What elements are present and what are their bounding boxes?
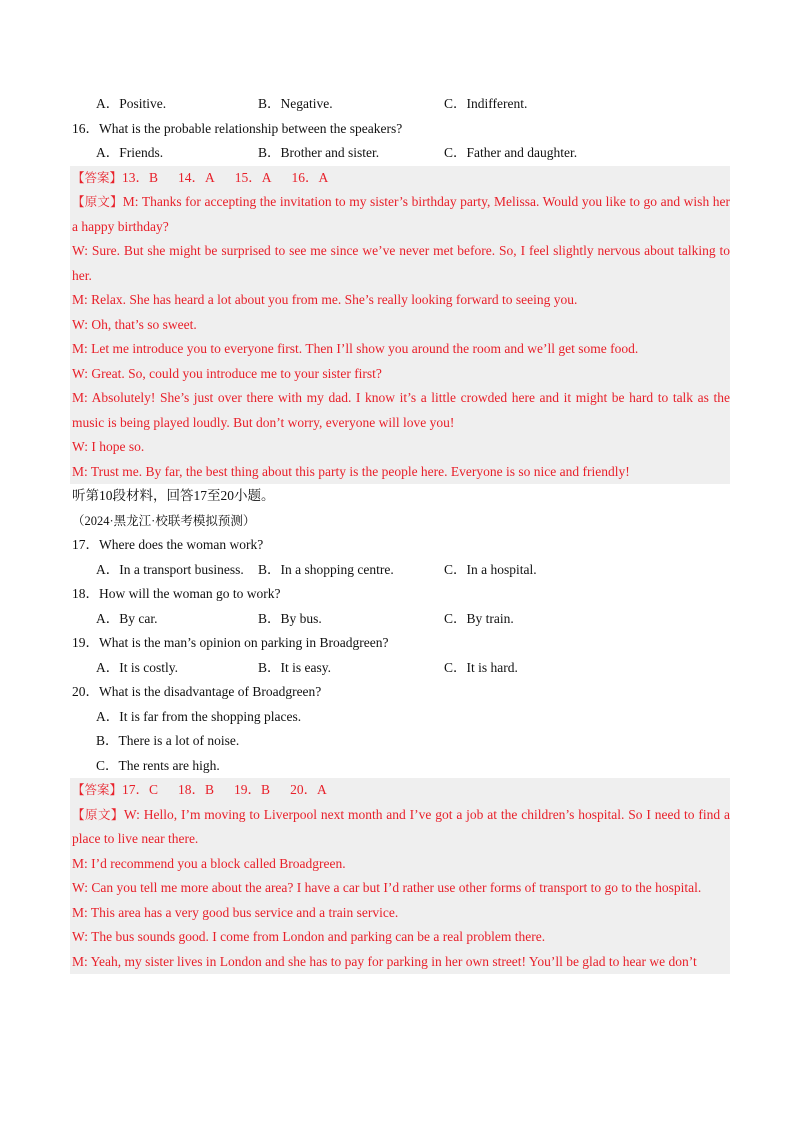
transcript-tag: 【原文】 xyxy=(72,194,123,209)
q20-option-b: B．There is a lot of noise. xyxy=(96,733,240,748)
option-c: C．By train. xyxy=(444,610,514,626)
transcript-line: M: I’d recommend you a block called Broadgreen. xyxy=(72,855,346,871)
answer-block-2 xyxy=(70,778,730,974)
transcript-line: M: This area has a very good bus service and a train service. xyxy=(72,904,399,920)
q20-question: 20．What is the disadvantage of Broadgreen? xyxy=(72,684,322,699)
q20-option-c: C．The rents are high. xyxy=(96,757,220,773)
transcript-line: W: Oh, that’s so sweet. xyxy=(72,316,197,332)
q20-option-a: A．It is far from the shopping places. xyxy=(96,708,302,724)
option-a: A．In a transport business. xyxy=(96,561,244,577)
transcript-line: M: Let me introduce you to everyone first. Then I’ll show you around the room and we’ll get some food. xyxy=(72,341,639,356)
answer-block-1 xyxy=(70,166,730,485)
option-a: A．Friends. xyxy=(96,145,164,160)
option-b: B．Negative. xyxy=(258,96,333,111)
answer-item: 17．C xyxy=(122,782,159,797)
transcript-line: W: Great. So, could you introduce me to your sister first? xyxy=(72,365,382,381)
option-a: A．It is costly. xyxy=(96,659,178,675)
option-b: B．It is easy. xyxy=(258,659,331,675)
option-c: C．It is hard. xyxy=(444,659,518,675)
option-b: B．In a shopping centre. xyxy=(258,561,394,577)
transcript-line: M: Yeah, my sister lives in London and she has to pay for parking in her own street! You’ll be glad to hear we don’t xyxy=(72,953,697,969)
answer-item: 20．A xyxy=(290,782,327,797)
transcript-tag: 【原文】 xyxy=(72,806,124,822)
option-c: C．Indifferent. xyxy=(444,96,528,111)
answer-item: 19．B xyxy=(234,782,271,797)
q15-options xyxy=(72,92,728,117)
answer-tag: 【答案】 xyxy=(72,169,123,185)
q16-question: 16．What is the probable relationship between the speakers? xyxy=(72,120,403,136)
transcript-1 xyxy=(72,190,730,484)
answer-item: 15．A xyxy=(234,169,272,185)
document-page xyxy=(72,92,728,974)
answer-item: 13．B xyxy=(122,169,159,185)
transcript-line: W: I hope so. xyxy=(72,439,145,454)
transcript-line: W: The bus sounds good. I come from London and parking can be a real problem there. xyxy=(72,929,546,944)
option-c: C．Father and daughter. xyxy=(444,145,578,160)
transcript-line: W: Sure. But she might be surprised to see me since we’ve never met before. So, I feel slightly nervous about talking to her. xyxy=(72,243,730,283)
q18-options xyxy=(72,607,728,632)
section-source: （2024·黑龙江·校联考模拟预测） xyxy=(72,513,256,528)
transcript-line: 【原文】M: Thanks for accepting the invitation to my sister’s birthday party, Melissa. Would you like to go and wish her a happy birthday? xyxy=(72,194,730,234)
transcript-line: M: Trust me. By far, the best thing about this party is the people here. Everyone is so nice and friendly! xyxy=(72,463,630,479)
option-b: B．By bus. xyxy=(258,610,322,626)
transcript-2 xyxy=(72,803,730,975)
answer-item: 14．A xyxy=(178,169,215,185)
q19-options xyxy=(72,656,728,681)
q19-question: 19．What is the man’s opinion on parking in Broadgreen? xyxy=(72,635,389,650)
answer-item: 16．A xyxy=(291,169,329,185)
answer-tag: 【答案】 xyxy=(72,782,123,797)
option-a: A．By car. xyxy=(96,610,158,626)
option-c: C．In a hospital. xyxy=(444,561,537,577)
option-b: B．Brother and sister. xyxy=(258,145,380,160)
answer-line-2 xyxy=(72,778,730,803)
q17-options xyxy=(72,558,728,583)
transcript-line: W: Can you tell me more about the area? I have a car but I’d rather use other forms of transport to go to the hospital. xyxy=(72,880,702,895)
answer-line-1 xyxy=(72,166,730,191)
q18-question: 18．How will the woman go to work? xyxy=(72,586,281,601)
option-a: A．Positive. xyxy=(96,96,167,111)
transcript-line: M: Relax. She has heard a lot about you from me. She’s really looking forward to seeing you. xyxy=(72,292,578,307)
q16-options xyxy=(72,141,728,166)
transcript-line: 【原文】W: Hello, I’m moving to Liverpool next month and I’ve got a job at the children’s hospital. So I need to find a place to live near there. xyxy=(72,806,730,846)
answer-item: 18．B xyxy=(178,782,215,797)
q17-question: 17．Where does the woman work? xyxy=(72,537,264,552)
transcript-line: M: Absolutely! She’s just over there with my dad. I know it’s a little crowded here and it might be hard to talk as the music is being played loudly. But don’t worry, everyone will love you! xyxy=(72,390,730,430)
section-heading: 听第10段材料，回答17至20小题。 xyxy=(72,488,275,503)
